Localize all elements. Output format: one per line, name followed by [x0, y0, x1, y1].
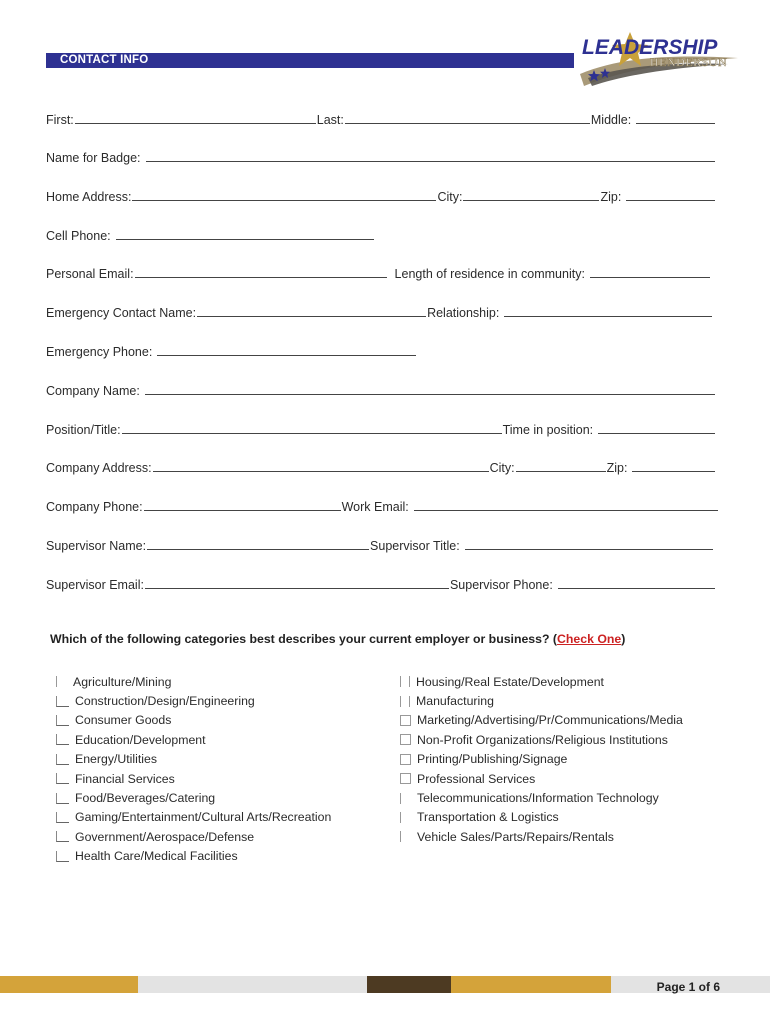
emergency-name-label: Emergency Contact Name: — [46, 306, 197, 320]
category-item[interactable]: Vehicle Sales/Parts/Repairs/Rentals — [400, 827, 683, 846]
cell-phone-row — [46, 225, 716, 243]
leadership-henderson-logo — [578, 28, 748, 92]
checkbox-construction[interactable] — [56, 696, 69, 707]
category-item[interactable]: Health Care/Medical Facilities — [56, 847, 331, 866]
supervisor-title-field[interactable] — [465, 548, 713, 550]
company-address-row — [46, 457, 716, 475]
checkbox-financial[interactable] — [56, 773, 69, 784]
last-name-field[interactable] — [345, 122, 590, 124]
badge-label: Name for Badge: — [46, 151, 141, 165]
category-item[interactable]: Non-Profit Organizations/Religious Institutions — [400, 730, 683, 749]
residence-label: Length of residence in community: — [394, 267, 585, 281]
emergency-phone-row — [46, 341, 716, 359]
supervisor-email-field[interactable] — [145, 587, 449, 589]
residence-field[interactable] — [590, 276, 710, 278]
category-item[interactable]: Education/Development — [56, 730, 331, 749]
checkbox-education[interactable] — [56, 734, 69, 745]
category-item[interactable]: Telecommunications/Information Technology — [400, 788, 683, 807]
zip-label: Zip: — [600, 190, 622, 204]
cell-phone-field[interactable] — [116, 238, 374, 240]
first-label: First: — [46, 113, 74, 127]
city-label: City: — [437, 190, 463, 204]
supervisor-name-field[interactable] — [147, 548, 369, 550]
checkbox-government[interactable] — [56, 831, 69, 842]
section-title: CONTACT INFO — [60, 54, 149, 66]
company-name-label: Company Name: — [46, 384, 140, 398]
relationship-field[interactable] — [504, 315, 712, 317]
employer-category-question — [50, 632, 625, 646]
company-name-row — [46, 380, 716, 398]
logo-word: LEADERSHIP — [582, 36, 718, 59]
checkbox-health-care[interactable] — [56, 851, 69, 862]
question-text: Which of the following categories best describes your current employer or business? ( — [50, 632, 558, 646]
footer-gold-segment — [0, 976, 138, 993]
checkbox-non-profit[interactable] — [400, 734, 411, 745]
checkbox-gaming[interactable] — [56, 812, 69, 823]
checkbox-agriculture[interactable] — [56, 676, 67, 687]
category-item[interactable]: Gaming/Entertainment/Cultural Arts/Recreation — [56, 808, 331, 827]
checkbox-printing[interactable] — [400, 754, 411, 765]
time-in-position-label: Time in position: — [502, 423, 594, 437]
emergency-name-field[interactable] — [197, 315, 426, 317]
checkbox-housing[interactable] — [400, 676, 410, 687]
company-phone-label: Company Phone: — [46, 500, 143, 514]
company-name-field[interactable] — [145, 393, 715, 395]
name-row — [46, 109, 716, 127]
personal-email-row — [46, 263, 716, 281]
category-item[interactable]: Food/Beverages/Catering — [56, 788, 331, 807]
checkbox-food[interactable] — [56, 793, 69, 804]
first-name-field[interactable] — [75, 122, 316, 124]
company-zip-label: Zip: — [606, 461, 628, 475]
checkbox-consumer-goods[interactable] — [56, 715, 69, 726]
supervisor-phone-field[interactable] — [558, 587, 715, 589]
supervisor-title-label: Supervisor Title: — [370, 539, 460, 553]
footer-gray-segment — [138, 976, 367, 993]
company-city-label: City: — [489, 461, 515, 475]
question-close: ) — [621, 632, 626, 646]
supervisor-name-row — [46, 535, 716, 553]
home-address-row — [46, 186, 716, 204]
company-address-field[interactable] — [153, 470, 489, 472]
home-address-label: Home Address: — [46, 190, 132, 204]
section-header — [46, 53, 574, 68]
middle-label: Middle: — [590, 113, 632, 127]
category-item[interactable]: Construction/Design/Engineering — [56, 691, 331, 710]
supervisor-email-label: Supervisor Email: — [46, 578, 144, 592]
categories-left-column — [56, 672, 331, 866]
category-item[interactable]: Marketing/Advertising/Pr/Communications/Media — [400, 711, 683, 730]
middle-name-field[interactable] — [636, 122, 715, 124]
badge-name-field[interactable] — [146, 160, 716, 162]
home-address-field[interactable] — [132, 199, 436, 201]
company-address-label: Company Address: — [46, 461, 152, 475]
footer-brown-segment — [367, 976, 451, 993]
company-phone-row — [46, 496, 716, 514]
checkbox-marketing[interactable] — [400, 715, 411, 726]
checkbox-transportation[interactable] — [400, 812, 411, 823]
category-item[interactable]: Transportation & Logistics — [400, 808, 683, 827]
category-item[interactable]: Consumer Goods — [56, 711, 331, 730]
company-city-field[interactable] — [516, 470, 606, 472]
work-email-label: Work Email: — [341, 500, 409, 514]
footer-gold-segment-right — [451, 976, 611, 993]
personal-email-field[interactable] — [135, 276, 387, 278]
zip-field[interactable] — [626, 199, 715, 201]
check-one-link[interactable]: Check One — [557, 632, 622, 646]
page-number: Page 1 of 6 — [656, 980, 720, 994]
position-label: Position/Title: — [46, 423, 121, 437]
company-zip-field[interactable] — [632, 470, 715, 472]
checkbox-manufacturing[interactable] — [400, 696, 410, 707]
category-item[interactable]: Agriculture/Mining — [56, 672, 331, 691]
personal-email-label: Personal Email: — [46, 267, 134, 281]
city-field[interactable] — [463, 199, 599, 201]
logo-sub: HENDERSON — [650, 55, 728, 69]
company-phone-field[interactable] — [144, 509, 341, 511]
supervisor-phone-label: Supervisor Phone: — [449, 578, 553, 592]
supervisor-email-row — [46, 574, 716, 592]
category-item[interactable]: Professional Services — [400, 769, 683, 788]
position-row — [46, 419, 716, 437]
category-item[interactable]: Printing/Publishing/Signage — [400, 750, 683, 769]
category-item[interactable]: Financial Services — [56, 769, 331, 788]
checkbox-professional[interactable] — [400, 773, 411, 784]
position-field[interactable] — [122, 432, 502, 434]
checkbox-vehicle[interactable] — [400, 831, 411, 842]
emergency-contact-row — [46, 302, 716, 320]
emergency-phone-field[interactable] — [157, 354, 416, 356]
categories-right-column — [400, 672, 683, 847]
badge-row — [46, 147, 716, 165]
time-in-position-field[interactable] — [598, 432, 715, 434]
checkbox-energy[interactable] — [56, 754, 69, 765]
category-item[interactable]: Energy/Utilities — [56, 750, 331, 769]
cell-phone-label: Cell Phone: — [46, 229, 111, 243]
emergency-phone-label: Emergency Phone: — [46, 345, 153, 359]
work-email-field[interactable] — [414, 509, 718, 511]
category-item[interactable]: Government/Aerospace/Defense — [56, 827, 331, 846]
supervisor-name-label: Supervisor Name: — [46, 539, 147, 553]
relationship-label: Relationship: — [427, 306, 500, 320]
checkbox-telecom[interactable] — [400, 793, 411, 804]
last-label: Last: — [316, 113, 344, 127]
category-item[interactable]: Housing/Real Estate/Development — [400, 672, 683, 691]
category-item[interactable]: Manufacturing — [400, 691, 683, 710]
